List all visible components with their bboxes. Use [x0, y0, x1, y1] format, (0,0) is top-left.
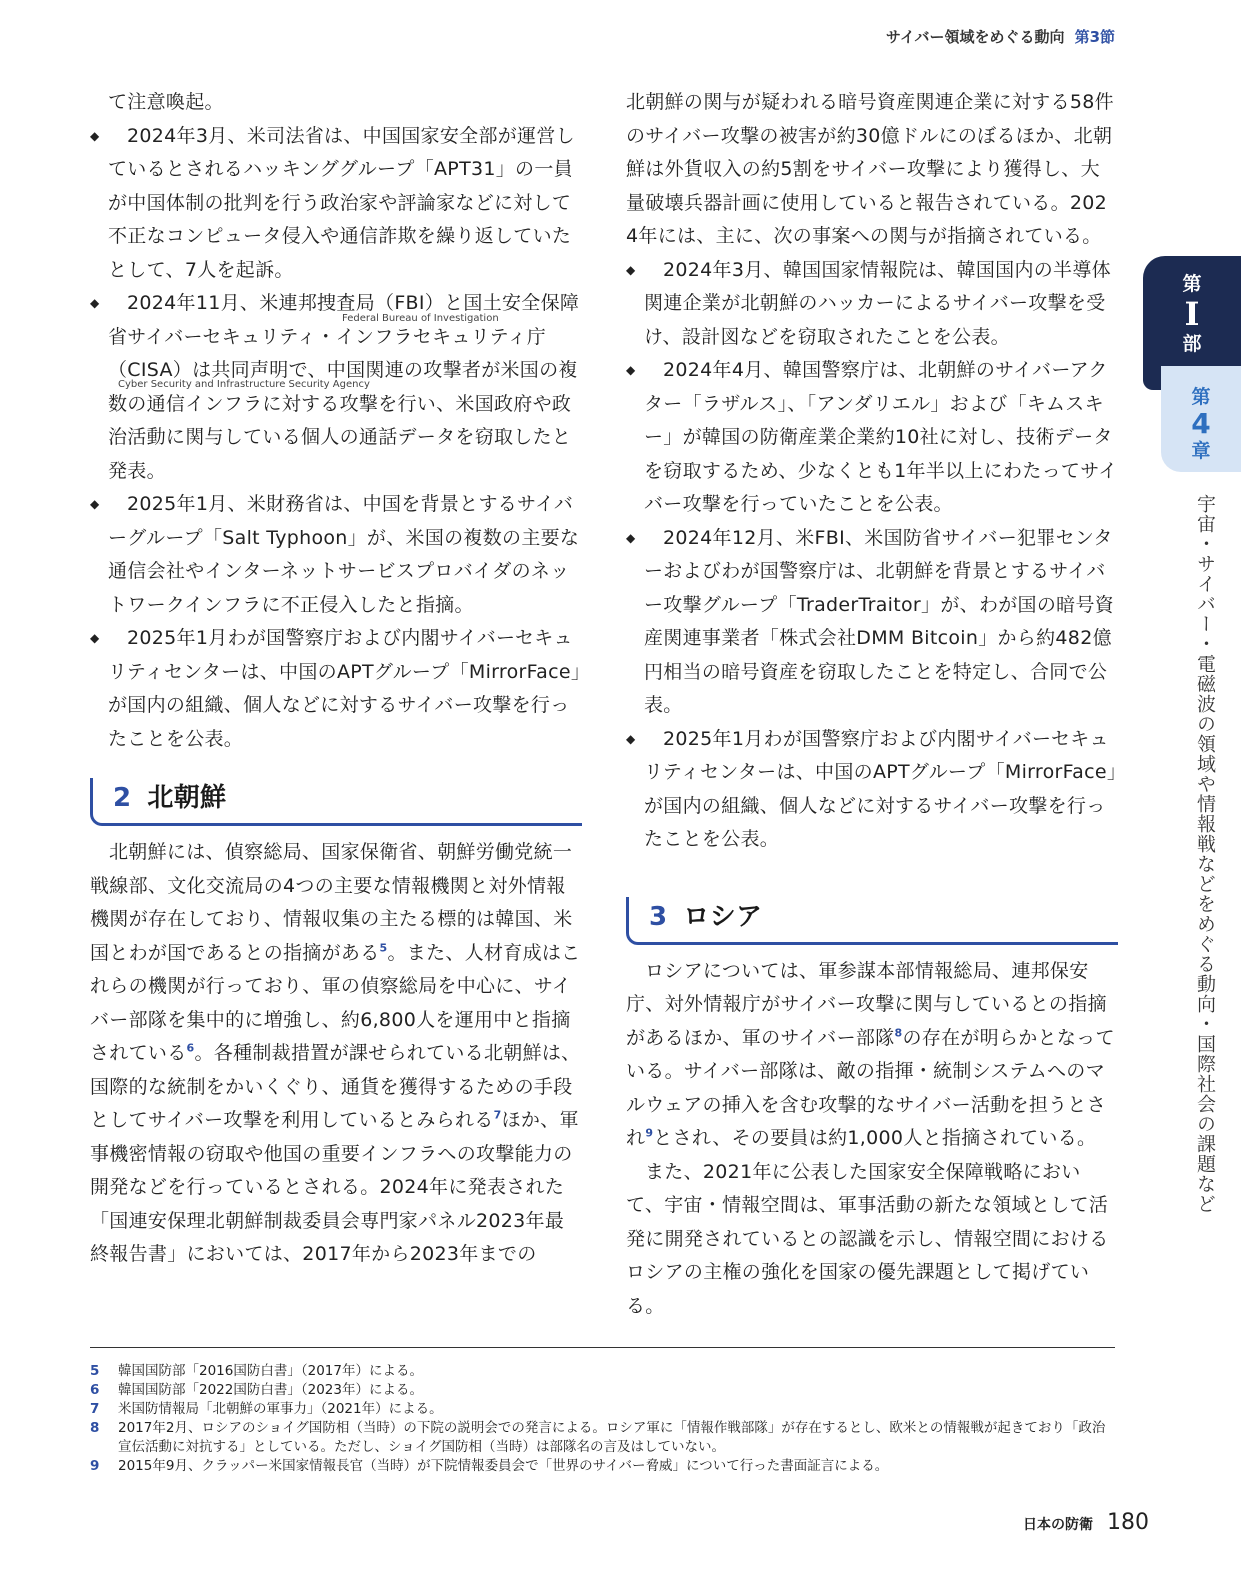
right-continuation: 北朝鮮の関与が疑われる暗号資産関連企業に対する58件のサイバー攻撃の被害が約30億ドルにのぼるほか、北朝鮮は外貨収入の約5割をサイバー攻撃により獲得し、大量破壊兵器計画に使用していると報告されている。2024年には、主に、次の事案への関与が指摘されている。	[626, 91, 1114, 247]
right-bullet-list	[626, 254, 1118, 857]
page-footer	[1023, 1510, 1149, 1535]
footnote-ref[interactable]: 8	[894, 1026, 903, 1040]
section-title: ロシア	[683, 901, 763, 932]
footnote-ref[interactable]: 6	[186, 1041, 195, 1055]
footnote-ref[interactable]: 5	[379, 941, 388, 955]
footnote-text: 2017年2月、ロシアのショイグ国防相（当時）の下院の説明会での発言による。ロシア軍に「情報作戦部隊」が存在するとし、欧米との情報戦が起きており「政治宣伝活動に対抗する」としている。ただし、ショイグ国防相（当時）は部隊名の言及はしていない。	[118, 1420, 1106, 1455]
paragraph-text: 。また、人材育成はこれらの機関が行っており、軍の偵察総局を中心に、サイバー部隊を集中的に増強し、約6,800人を運用中と指摘されている	[90, 941, 581, 1064]
chapter-label-top: 第	[1191, 386, 1211, 408]
footnotes	[90, 1347, 1115, 1476]
section-heading-north-korea	[90, 778, 582, 826]
list-item: ◆ 2024年3月、韓国国家情報院は、韓国国内の半導体関連企業が北朝鮮のハッカーによるサイバー攻撃を受け、設計図などを窃取されたことを公表。	[626, 254, 1118, 355]
part-label-bottom: 部	[1182, 333, 1202, 355]
footnote-ref[interactable]: 9	[645, 1126, 654, 1140]
footnote-number: 5	[90, 1363, 100, 1379]
part-label-top: 第	[1182, 273, 1202, 295]
footnote	[90, 1362, 1115, 1381]
paragraph-text: 北朝鮮には、偵察総局、国家保衛省、朝鮮労働党統一戦線部、文化交流局の4つの主要な情報機関と対外情報機関が存在しており、情報収集の主たる標的は韓国、米国とわが国であるとの指摘がある	[90, 841, 573, 964]
part-number: I	[1184, 295, 1200, 333]
footnote	[90, 1419, 1115, 1457]
footnote-ref[interactable]: 7	[493, 1108, 502, 1122]
footnote-text: 韓国国防部「2016国防白書」（2017年）による。	[118, 1363, 423, 1379]
footnote-text: 韓国国防部「2022国防白書」（2023年）による。	[118, 1382, 423, 1398]
paragraph-text: とされ、その要員は約1,000人と指摘されている。	[653, 1127, 1097, 1149]
footnote	[90, 1400, 1115, 1419]
footnote-text: 2015年9月、クラッパー米国家情報長官（当時）が下院情報委員会で「世界のサイバー脅威」について行った書面証言による。	[118, 1458, 889, 1474]
russia-paragraph-2: また、2021年に公表した国家安全保障戦略において、宇宙・情報空間は、軍事活動の新たな領域として活発に開発されているとの認識を示し、情報空間におけるロシアの主権の強化を国家の優先課題として掲げている。	[626, 1160, 1109, 1317]
north-korea-paragraph	[90, 836, 582, 1272]
footnote-number: 7	[90, 1401, 100, 1417]
running-header	[886, 26, 1115, 47]
left-bullet-list	[90, 120, 582, 757]
chapter-label-bottom: 章	[1191, 440, 1211, 462]
section-number: 3	[649, 901, 668, 932]
list-item: ◆ 2024年4月、韓国警察庁は、北朝鮮のサイバーアクター「ラザルス」、「アンダリエル」および「キムスキー」が韓国の防衛産業企業約10社に対し、技術データを窃取するため、少なくとも1年半以上にわたってサイバー攻撃を行っていたことを公表。	[626, 354, 1118, 522]
footnote-text: 米国防情報局「北朝鮮の軍事力」（2021年）による。	[118, 1401, 443, 1417]
footnote	[90, 1457, 1115, 1476]
list-item: ◆ 2024年3月、米司法省は、中国国家安全部が運営しているとされるハッキンググループ「APT31」の一員が中国体制の批判を行う政治家や評論家などに対して不正なコンピュータ侵入や通信詐欺を繰り返していたとして、7人を起訴。	[90, 120, 582, 288]
paragraph-text: 。各種制裁措置が課せられている北朝鮮は、国際的な統制をかいくぐり、通貨を獲得するための手段としてサイバー攻撃を利用しているとみられる	[90, 1042, 581, 1131]
running-header-section: 第3節	[1074, 28, 1115, 46]
footnote-number: 9	[90, 1458, 100, 1474]
left-column	[90, 86, 582, 1272]
section-heading-russia	[626, 897, 1118, 945]
footnote-number: 6	[90, 1382, 100, 1398]
list-item: ◆ 2025年1月わが国警察庁および内閣サイバーセキュリティセンターは、中国のAPTグループ「MirrorFace」が国内の組織、個人などに対するサイバー攻撃を行ったことを公表。	[90, 622, 582, 756]
list-item: ◆ 2025年1月、米財務省は、中国を背景とするサイバーグループ「Salt Typhoon」が、米国の複数の主要な通信会社やインターネットサービスプロバイダのネットワークインフラに不正侵入したと指摘。	[90, 488, 582, 622]
chapter-title-vertical: 宇宙・サイバー・電磁波の領域や情報戦などをめぐる動向・国際社会の課題など	[1194, 494, 1216, 1214]
paragraph-text: ロシアについては、軍参謀本部情報総局、連邦保安庁、対外情報庁がサイバー攻撃に関与しているとの指摘があるほか、軍のサイバー部隊	[626, 959, 1107, 1049]
russia-paragraph-1	[626, 955, 1118, 1156]
chapter-tab[interactable]	[1161, 366, 1241, 472]
list-item: ◆ 2024年11月、米連邦捜査局（FBI）と国土安全保障省サイバーセキュリティ・インフラセキュリティ庁（CISA）は共同声明で、中国関連の攻撃者が米国の複数の通信インフラに対する攻撃を行い、米国政府や政治活動に関与している個人の通話データを窃取したと発表。	[90, 287, 582, 488]
section-title: 北朝鮮	[147, 783, 227, 813]
list-item: ◆ 2025年1月わが国警察庁および内閣サイバーセキュリティセンターは、中国のAPTグループ「MirrorFace」が国内の組織、個人などに対するサイバー攻撃を行ったことを公表。	[626, 723, 1118, 857]
ruby-cisa: Cyber Security and Infrastructure Security Agency	[118, 379, 370, 390]
paragraph-text: の存在が明らかとなっている。サイバー部隊は、敵の指揮・統制システムへのマルウェアの挿入を含む攻撃的なサイバー活動を担うとされ	[626, 1026, 1115, 1149]
ruby-fbi: Federal Bureau of Investigation	[342, 313, 499, 324]
footnote	[90, 1381, 1115, 1400]
paragraph-text: ほか、軍事機密情報の窃取や他国の重要インフラへの攻撃能力の開発などを行っているとされる。2024年に発表された「国連安保理北朝鮮制裁委員会専門家パネル2023年最終報告書」においては、2017年から2023年までの	[90, 1109, 579, 1265]
list-item: ◆ 2024年12月、米FBI、米国防省サイバー犯罪センターおよびわが国警察庁は、北朝鮮を背景とするサイバー攻撃グループ「TraderTraitor」が、わが国の暗号資産関連事業者「株式会社DMM Bitcoin」から約482億円相当の暗号資産を窃取したことを特定し、合同で公表。	[626, 522, 1118, 723]
intro-continuation: て注意喚起。	[108, 91, 224, 113]
footnote-number: 8	[90, 1420, 100, 1436]
chapter-number: 4	[1191, 407, 1211, 440]
running-header-title: サイバー領域をめぐる動向	[885, 28, 1065, 46]
book-title: 日本の防衛	[1023, 1517, 1093, 1533]
right-column	[626, 86, 1118, 1323]
page-number: 180	[1107, 1510, 1149, 1535]
section-number: 2	[113, 783, 132, 813]
